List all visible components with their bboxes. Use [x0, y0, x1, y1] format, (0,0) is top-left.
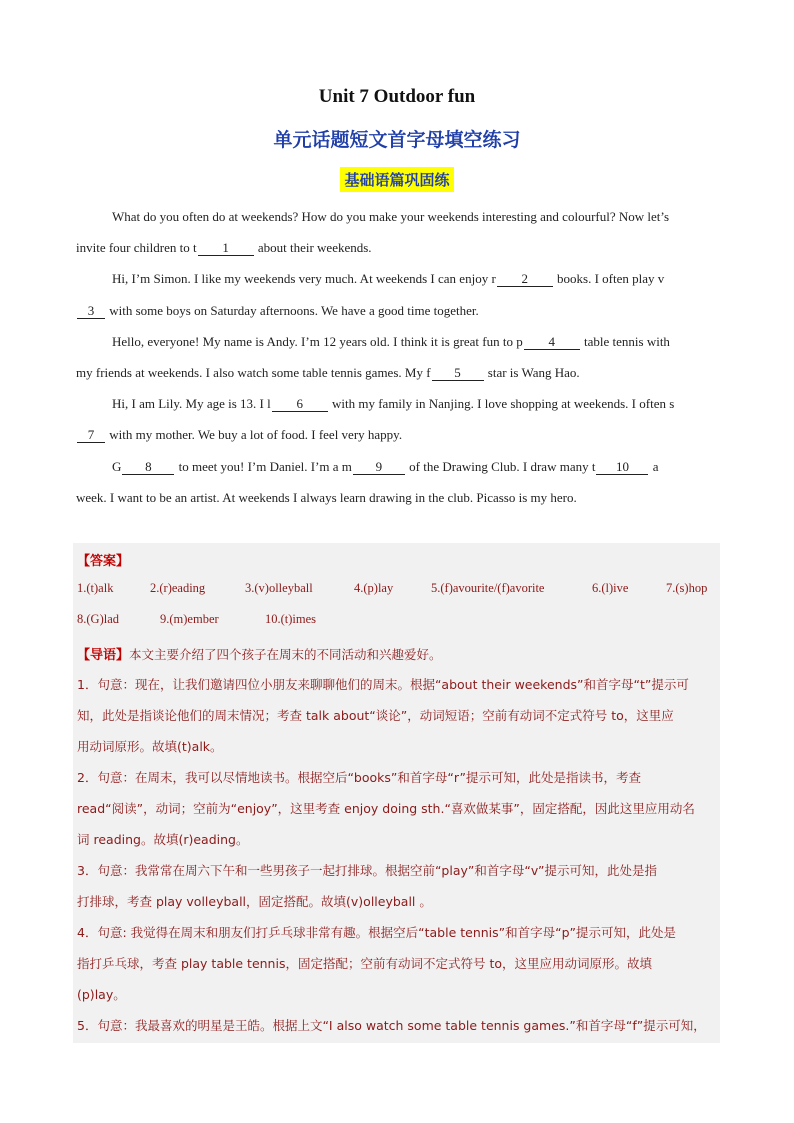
blank-8: 8: [122, 459, 174, 475]
explanation-line: 用动词原形。故填(t)alk。: [77, 739, 223, 754]
passage-text: my friends at weekends. I also watch some table tennis games. My f: [76, 364, 431, 380]
passage-line: [76, 326, 718, 357]
explanation-line: 5．句意：我最喜欢的明星是王皓。根据上文“I also watch some table tennis games.”和首字母“f”提示可知，: [77, 1018, 706, 1033]
answer-item: 9.(m)ember: [160, 612, 219, 626]
passage-line: [76, 295, 718, 326]
passage-text: Hi, I am Lily. My age is 13. I l: [112, 396, 271, 412]
section-tag: 基础语篇巩固练: [340, 167, 453, 192]
passage-text: Hello, everyone! My name is Andy. I’m 12 years old. I think it is great fun to p: [112, 333, 523, 349]
passage-line: [76, 419, 718, 450]
explanation-line: (p)lay。: [77, 987, 126, 1002]
page-subtitle: 单元话题短文首字母填空练习: [273, 129, 521, 151]
passage-text: books. I often play v: [557, 271, 665, 287]
passage-text: table tennis with: [584, 333, 670, 349]
blank-9: 9: [353, 459, 405, 475]
answers-row-2: [77, 612, 720, 632]
passage-line: [76, 482, 718, 513]
passage-text: What do you often do at weekends? How do you make your weekends interesting and colourful? Now let’s: [112, 209, 670, 224]
passage-line: [76, 232, 718, 263]
passage-text: with my family in Nanjing. I love shopping at weekends. I often s: [332, 396, 675, 412]
passage-text: about their weekends.: [257, 240, 372, 256]
passage-line: [76, 263, 718, 294]
answer-item: 8.(G)lad: [77, 612, 119, 626]
blank-10: 10: [596, 459, 648, 475]
passage-text: a: [652, 458, 659, 474]
answers-header: 【答案】: [77, 554, 130, 569]
blank-4: 4: [524, 334, 580, 350]
passage-line: [76, 357, 718, 388]
page-title: Unit 7 Outdoor fun: [318, 86, 476, 107]
blank-6: 6: [272, 396, 328, 412]
explanation-line: 打排球，考查 play volleyball，固定搭配。故填(v)olleyball 。: [77, 894, 432, 909]
explanation-line: 3．句意：我常常在周六下午和一些男孩子一起打排球。根据空前“play”和首字母“v”提示可知，此处是指: [77, 863, 658, 878]
passage-line: [76, 201, 718, 232]
explanation-line: read“阅读”，动词；空前为“enjoy”，这里考查 enjoy doing sth.“喜欢做某事”，固定搭配，因此这里应用动名: [77, 801, 695, 816]
passage-text: with some boys on Saturday afternoons. We have a good time together.: [109, 302, 479, 318]
answer-item: 4.(p)lay: [354, 581, 394, 595]
blank-2: 2: [497, 271, 553, 287]
blank-1: 1: [198, 240, 254, 256]
answer-item: 7.(s)hop: [666, 581, 708, 595]
passage-text: week. I want to be an artist. At weekends I always learn drawing in the club. Picasso is my hero.: [76, 489, 577, 505]
blank-5: 5: [432, 365, 484, 381]
passage-text: to meet you! I’m Daniel. I’m a m: [178, 458, 352, 474]
blank-3: 3: [77, 303, 105, 319]
guide: 【导语】本文主要介绍了四个孩子在周末的不同活动和兴趣爱好。: [77, 647, 442, 663]
explanation-line: 4．句意: 我觉得在周末和朋友们打乒乓球非常有趣。根据空后“table tennis”和首字母“p”提示可知，此处是: [77, 925, 677, 940]
explanation-line: 指打乒乓球，考查 play table tennis，固定搭配；空前有动词不定式符号 to，这里应用动词原形。故填: [77, 956, 652, 971]
passage-text: star is Wang Hao.: [487, 364, 580, 380]
answer-item: 10.(t)imes: [265, 612, 317, 626]
explanation-line: 词 reading。故填(r)eading。: [77, 832, 249, 847]
explanation-line: 1．句意：现在，让我们邀请四位小朋友来聊聊他们的周末。根据“about their weekends”和首字母“t”提示可: [77, 677, 689, 692]
explanation-line: 2．句意：在周末，我可以尽情地读书。根据空后“books”和首字母“r”提示可知，此处是指读书，考查: [77, 770, 642, 785]
answer-section: [73, 543, 720, 1043]
answer-item: 6.(l)ive: [592, 581, 629, 595]
answer-item: 2.(r)eading: [150, 581, 206, 595]
answer-item: 5.(f)avourite/(f)avorite: [431, 581, 545, 595]
blank-7: 7: [77, 427, 105, 443]
passage-text: invite four children to t: [76, 240, 197, 256]
passage-text: of the Drawing Club. I draw many t: [409, 458, 596, 474]
passage-text: with my mother. We buy a lot of food. I feel very happy.: [109, 427, 403, 443]
passage-line: [76, 388, 718, 419]
answer-item: 3.(v)olleyball: [245, 581, 313, 595]
passage-line: [76, 451, 718, 482]
answers-row-1: [77, 581, 720, 601]
passage-text: Hi, I’m Simon. I like my weekends very much. At weekends I can enjoy r: [112, 271, 496, 287]
passage: [76, 201, 718, 513]
passage-text: G: [112, 458, 122, 474]
answer-item: 1.(t)alk: [77, 581, 114, 595]
explanation-line: 知，此处是指谈论他们的周末情况；考查 talk about“谈论”，动词短语；空前有动词不定式符号 to，这里应: [77, 708, 674, 723]
